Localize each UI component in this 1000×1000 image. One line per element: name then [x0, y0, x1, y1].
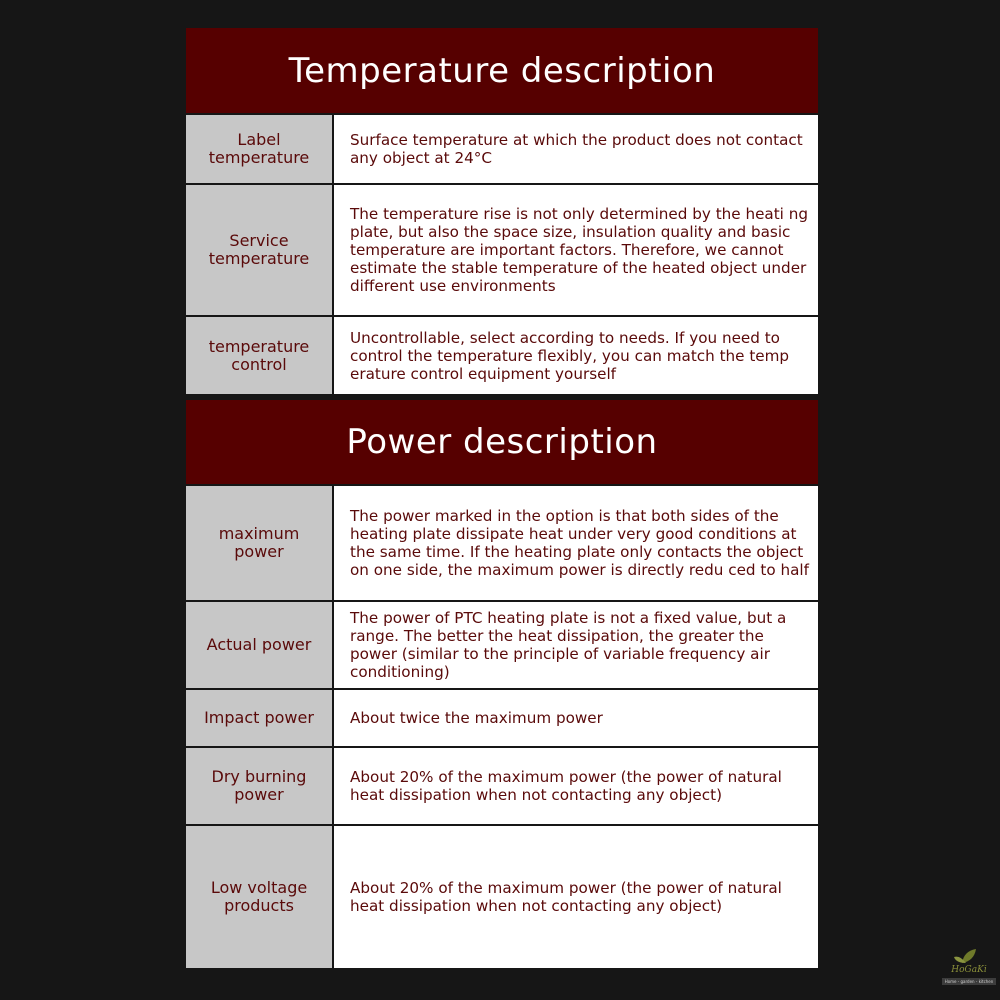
table-row — [186, 317, 818, 394]
table-row — [186, 602, 818, 688]
leaf-logo-icon — [940, 945, 998, 967]
row-description: Surface temperature at which the product does not contact any object at 24°C — [334, 115, 818, 183]
row-label: Service temperature — [186, 185, 332, 315]
row-label: Label temperature — [186, 115, 332, 183]
table-row — [186, 748, 818, 824]
row-description: About twice the maximum power — [334, 690, 818, 746]
table-row — [186, 826, 818, 968]
row-label: maximum power — [186, 486, 332, 600]
brand-tagline: Home - garden - kitchen — [942, 978, 996, 985]
row-description: Uncontrollable, select according to needs. If you need to control the temperature flexibly, you can match the temp erature control equipment yourself — [334, 317, 818, 394]
table-row — [186, 185, 818, 315]
temperature-section-title: Temperature description — [186, 28, 818, 113]
brand-name: HoGaKi — [951, 965, 987, 975]
row-description: About 20% of the maximum power (the power of natural heat dissipation when not contacting any object) — [334, 826, 818, 968]
row-label: temperature control — [186, 317, 332, 394]
row-label: Low voltage products — [186, 826, 332, 968]
table-row — [186, 486, 818, 600]
brand-watermark — [940, 945, 998, 989]
row-description: About 20% of the maximum power (the power of natural heat dissipation when not contacting any object) — [334, 748, 818, 824]
spec-sheet — [186, 28, 818, 968]
row-label: Dry burning power — [186, 748, 332, 824]
table-row — [186, 115, 818, 183]
power-section-title: Power description — [186, 400, 818, 484]
row-label: Impact power — [186, 690, 332, 746]
row-description: The temperature rise is not only determined by the heati ng plate, but also the space size, insulation quality and basic temperature are important factors. Therefore, we cannot estimate the stable temperature of the heated object under different use environments — [334, 185, 818, 315]
table-row — [186, 690, 818, 746]
row-description: The power marked in the option is that both sides of the heating plate dissipate heat under very good conditions at the same time. If the heating plate only contacts the object on one side, the maximum power is directly redu ced to half — [334, 486, 818, 600]
row-label: Actual power — [186, 602, 332, 688]
row-description: The power of PTC heating plate is not a fixed value, but a range. The better the heat dissipation, the greater the power (similar to the principle of variable frequency air conditioning) — [334, 602, 818, 688]
